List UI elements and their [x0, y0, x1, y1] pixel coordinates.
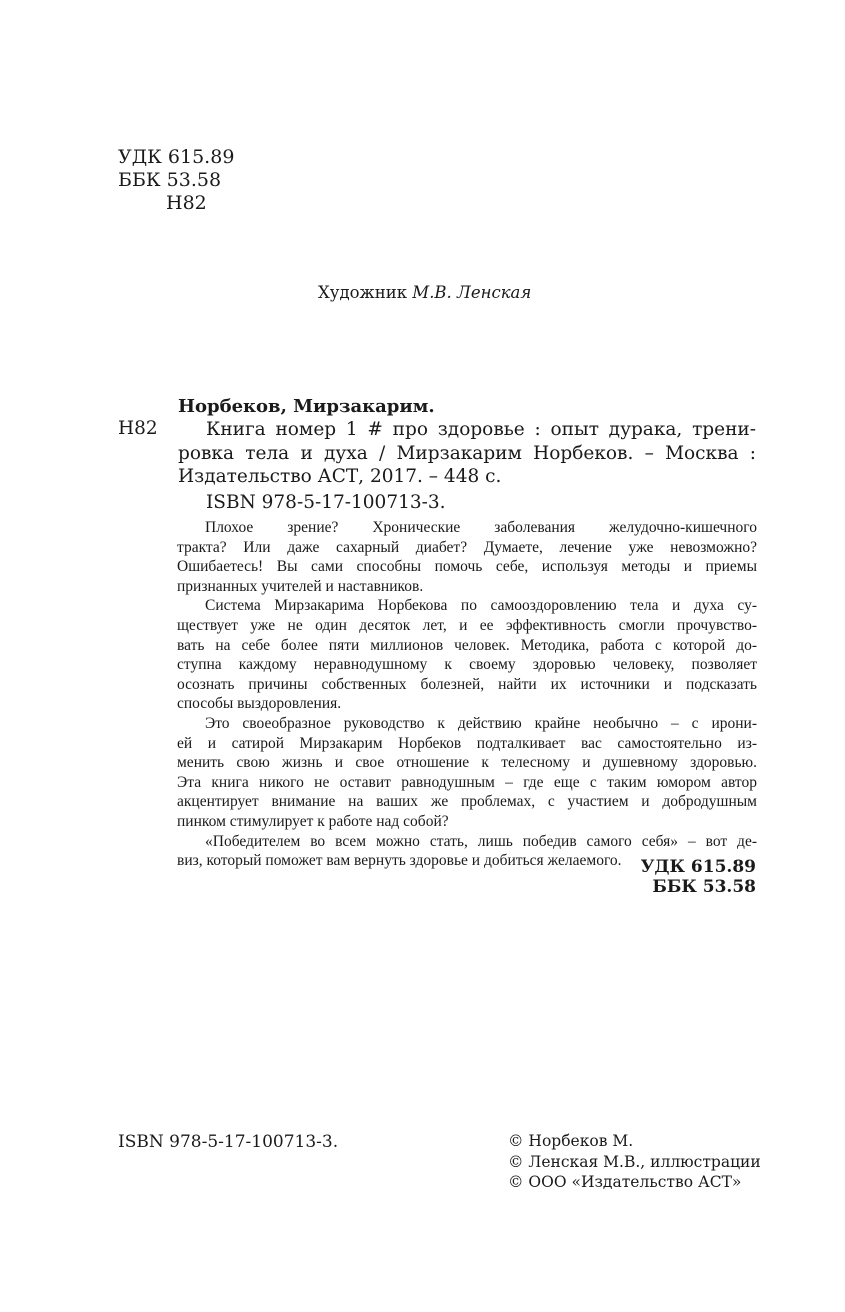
annotation-line: признанных учителей и наставников. — [177, 577, 424, 595]
copyright-line: © ООО «Издательство АСТ» — [508, 1173, 742, 1191]
bbk-code: ББК 53.58 — [652, 877, 756, 897]
bib-line: Книга номер 1 # про здоровье : опыт дурака, трени- — [206, 419, 756, 440]
artist-name: М.В. Ленская — [412, 283, 532, 302]
author-code: Н82 — [118, 418, 158, 439]
udk-code: УДК 615.89 — [640, 857, 756, 877]
annotation-line: акцентирует внимание на ваших же проблемах, с участием и добродушным — [177, 793, 757, 811]
annotation-line: вать на себе более пяти миллионов человек. Методика, работа с которой до- — [177, 636, 757, 654]
annotation-line: Эта книга никого не оставит равнодушным – где еще с таким юмором автор — [177, 773, 757, 791]
annotation-line: виз, который поможет вам вернуть здоровье и добиться желаемого. — [177, 852, 622, 870]
annotation-line: Система Мирзакарима Норбекова по самооздоровлению тела и духа су- — [205, 597, 757, 615]
annotation — [177, 518, 757, 871]
annotation-line: ступна каждому неравнодушному к своему здоровью человеку, позволяет — [177, 656, 757, 674]
annotation-paragraph — [177, 518, 757, 596]
annotation-line: менить свою жизнь и свое отношение к телесному и душевному здоровью. — [177, 754, 757, 772]
copyright-block — [508, 1131, 761, 1193]
author-mark: Н82 — [166, 192, 207, 214]
artist-label: Художник — [318, 283, 408, 302]
annotation-line: способы выздоровления. — [177, 695, 342, 713]
artist-credit — [318, 283, 531, 302]
isbn-footer: ISBN 978-5-17-100713-3. — [118, 1132, 339, 1152]
bib-line: Издательство АСТ, 2017. – 448 с. — [178, 466, 502, 487]
annotation-line: ей и сатирой Мирзакарим Норбеков подталкивает вас самостоятельно из- — [177, 734, 757, 752]
classification-block-bottom — [641, 857, 756, 897]
udk-code: УДК 615.89 — [118, 146, 235, 168]
author-heading: Норбеков, Мирзакарим. — [178, 396, 435, 417]
annotation-line: ществует уже не один десяток лет, и ее эффективность смогли прочувство- — [177, 616, 757, 634]
annotation-line: «Победителем во всем можно стать, лишь победив самого себя» – вот де- — [205, 832, 757, 850]
bib-line: ровка тела и духа / Мирзакарим Норбеков. – Москва : — [178, 442, 756, 464]
bibliographic-description — [178, 418, 756, 489]
isbn-record: ISBN 978-5-17-100713-3. — [206, 492, 446, 513]
annotation-paragraph — [177, 714, 757, 832]
annotation-line: Это своеобразное руководство к действию крайне необычно – с ирони- — [205, 714, 757, 732]
annotation-paragraph — [177, 596, 757, 714]
annotation-line: Ошибаетесь! Вы сами способны помочь себе, используя методы и приемы — [177, 558, 757, 576]
annotation-line: Плохое зрение? Хронические заболевания желудочно-кишечного — [205, 519, 757, 536]
annotation-line: осознать причины собственных болезней, найти их источники и подсказать — [177, 675, 757, 693]
annotation-line: тракта? Или даже сахарный диабет? Думаете, лечение уже невозможно? — [177, 538, 757, 556]
copyright-line: © Норбеков М. — [508, 1132, 634, 1150]
copyright-line: © Ленская М.В., иллюстрации — [508, 1152, 761, 1171]
classification-block — [118, 146, 234, 215]
annotation-line: пинком стимулирует к работе над собой? — [177, 812, 449, 830]
bbk-code: ББК 53.58 — [118, 169, 222, 191]
